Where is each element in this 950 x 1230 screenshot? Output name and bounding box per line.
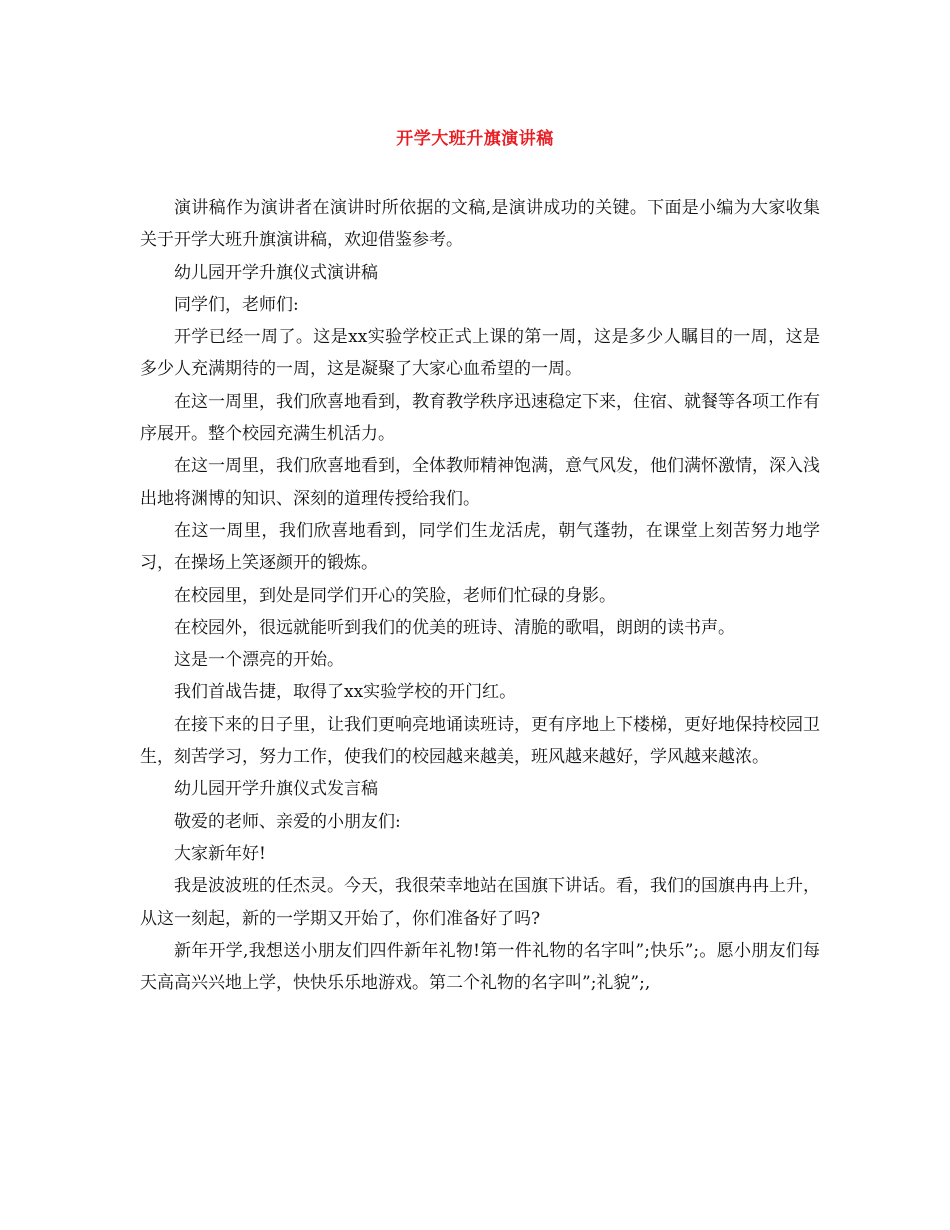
paragraph: 我们首战告捷，取得了xx实验学校的开门红。: [174, 682, 517, 703]
paragraph: 开学已经一周了。这是xx实验学校正式上课的第一周，这是多少人瞩目的一周，这是多少人充满期待的一周，这是凝聚了大家心血希望的一周。: [140, 327, 820, 380]
paragraph: 在校园里，到处是同学们开心的笑脸，老师们忙碌的身影。: [174, 585, 616, 606]
paragraph: 新年开学,我想送小朋友们四件新年礼物!第一件礼物的名字叫”;快乐”;。愿小朋友们每天高高兴兴地上学，快快乐乐地游戏。第二个礼物的名字叫”;礼貌”;,: [140, 940, 820, 994]
paragraph: 在接下来的日子里，让我们更响亮地诵读班诗，更有序地上下楼梯，更好地保持校园卫生，刻苦学习，努力工作，使我们的校园越来越美，班风越来越好，学风越来越浓。: [140, 714, 820, 768]
paragraph: 在这一周里，我们欣喜地看到，全体教师精神饱满，意气风发，他们满怀激情，深入浅出地将渊博的知识、深刻的道理传授给我们。: [140, 456, 820, 509]
paragraph-salutation: 同学们，老师们:: [174, 294, 299, 315]
paragraph-salutation: 敬爱的老师、亲爱的小朋友们:: [174, 811, 401, 832]
paragraph-intro: 演讲稿作为演讲者在演讲时所依据的文稿,是演讲成功的关键。下面是小编为大家收集关于开学大班升旗演讲稿，欢迎借鉴参考。: [140, 198, 820, 251]
document-title: 开学大班升旗演讲稿: [396, 129, 554, 149]
paragraph: 在校园外，很远就能听到我们的优美的班诗、清脆的歌唱，朗朗的读书声。: [174, 617, 735, 638]
document-body: [140, 192, 820, 999]
paragraph: 我是波波班的任杰灵。今天，我很荣幸地站在国旗下讲话。看，我们的国旗冉冉上升，从这一刻起，新的一学期又开始了，你们准备好了吗?: [140, 876, 820, 929]
paragraph: 这是一个漂亮的开始。: [174, 650, 344, 671]
paragraph: 在这一周里，我们欣喜地看到，教育教学秩序迅速稳定下来，住宿、就餐等各项工作有序展开。整个校园充满生机活力。: [140, 391, 820, 445]
paragraph-greeting: 大家新年好!: [174, 843, 266, 864]
section-heading-speech: 幼儿园开学升旗仪式演讲稿: [174, 262, 378, 283]
section-heading-address: 幼儿园开学升旗仪式发言稿: [174, 779, 378, 800]
paragraph: 在这一周里，我们欣喜地看到，同学们生龙活虎，朝气蓬勃，在课堂上刻苦努力地学习，在操场上笑逐颜开的锻炼。: [140, 520, 820, 574]
